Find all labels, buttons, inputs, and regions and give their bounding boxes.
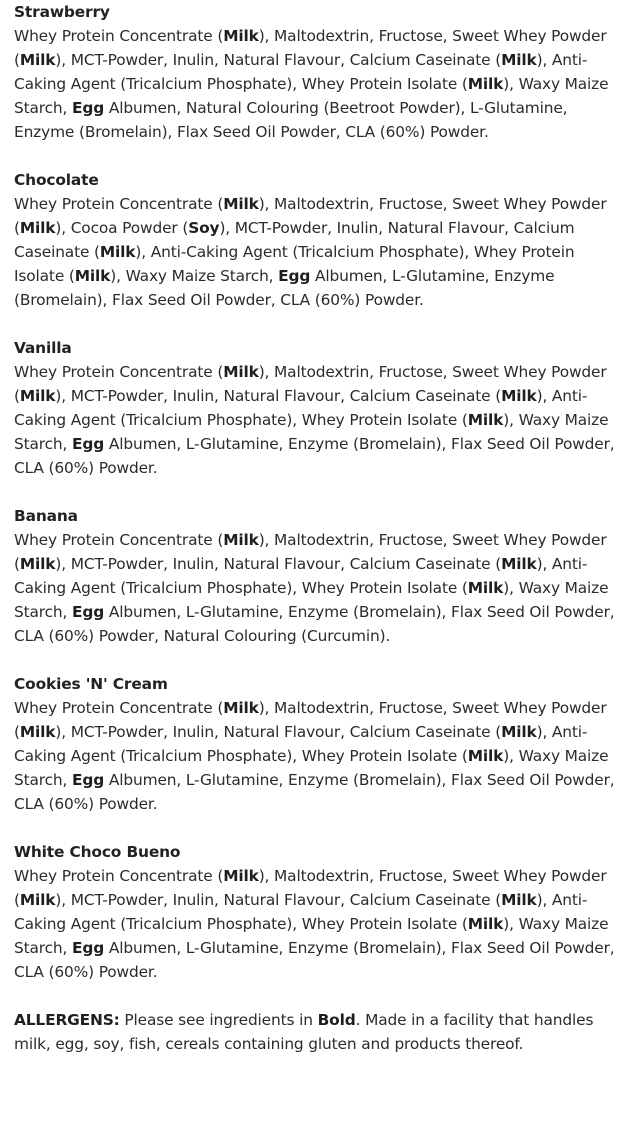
flavour-title: Chocolate <box>14 171 99 189</box>
flavour-title: Banana <box>14 507 78 525</box>
ingredient-list <box>14 24 618 144</box>
ingredient-text: ), MCT-Powder, Inulin, Natural Flavour, Calcium Caseinate ( <box>55 555 502 573</box>
allergen-highlight: Egg <box>72 435 105 453</box>
allergen-highlight: Milk <box>19 891 56 909</box>
ingredient-list <box>14 192 618 312</box>
ingredient-text: ), Anti-Caking Agent (Tricalcium Phosphate), Whey Protein Isolate ( <box>14 387 588 429</box>
ingredient-text: ), Anti-Caking Agent (Tricalcium Phosphate), Whey Protein Isolate ( <box>14 891 588 933</box>
flavour-section <box>14 840 618 984</box>
flavour-title: Strawberry <box>14 3 110 21</box>
ingredient-text: Albumen, Natural Colouring (Beetroot Powder), L-Glutamine, Enzyme (Bromelain), Flax Seed Oil Powder, CLA (60%) Powder. <box>14 99 568 141</box>
ingredient-list <box>14 528 618 648</box>
allergen-highlight: Milk <box>223 699 259 717</box>
allergen-highlight: Milk <box>19 219 56 237</box>
allergen-highlight: Milk <box>19 723 56 741</box>
flavour-section <box>14 672 618 816</box>
allergens-text-after: . Made in a facility that handles milk, egg, soy, fish, cereals containing gluten and products thereof. <box>14 1011 594 1053</box>
flavour-title: White Choco Bueno <box>14 843 181 861</box>
ingredient-list <box>14 360 618 480</box>
ingredients-document <box>14 0 618 1056</box>
ingredient-text: ), Anti-Caking Agent (Tricalcium Phosphate), Whey Protein Isolate ( <box>14 555 588 597</box>
flavour-list <box>14 0 618 984</box>
ingredient-text: ), Waxy Maize Starch, <box>14 579 609 621</box>
ingredient-text: Albumen, L-Glutamine, Enzyme (Bromelain), Flax Seed Oil Powder, CLA (60%) Powder. <box>14 435 615 477</box>
allergen-highlight: Milk <box>19 387 56 405</box>
ingredient-text: ), Maltodextrin, Fructose, Sweet Whey Powder ( <box>14 363 607 405</box>
allergen-highlight: Milk <box>467 915 504 933</box>
allergen-highlight: Milk <box>223 27 259 45</box>
ingredient-text: ), Maltodextrin, Fructose, Sweet Whey Powder ( <box>14 27 607 69</box>
ingredient-text: Albumen, L-Glutamine, Enzyme (Bromelain), Flax Seed Oil Powder, CLA (60%) Powder, Natural Colouring (Curcumin). <box>14 603 615 645</box>
ingredient-text: ), MCT-Powder, Inulin, Natural Flavour, Calcium Caseinate ( <box>55 51 502 69</box>
ingredient-text: ), Anti-Caking Agent (Tricalcium Phosphate), Whey Protein Isolate ( <box>14 723 588 765</box>
ingredient-text: ), Maltodextrin, Fructose, Sweet Whey Powder ( <box>14 699 607 741</box>
allergen-highlight: Milk <box>99 243 136 261</box>
ingredient-text: ), Maltodextrin, Fructose, Sweet Whey Powder ( <box>14 531 607 573</box>
allergen-highlight: Milk <box>467 411 504 429</box>
allergen-highlight: Milk <box>74 267 111 285</box>
allergen-highlight: Milk <box>19 555 56 573</box>
ingredient-text: Whey Protein Concentrate ( <box>14 699 224 717</box>
flavour-title: Vanilla <box>14 339 72 357</box>
ingredient-text: Albumen, L-Glutamine, Enzyme (Bromelain), Flax Seed Oil Powder, CLA (60%) Powder. <box>14 771 615 813</box>
flavour-section <box>14 0 618 144</box>
ingredient-text: ), Waxy Maize Starch, <box>14 915 609 957</box>
allergens-text-before: Please see ingredients in <box>119 1011 318 1029</box>
ingredient-text: ), Maltodextrin, Fructose, Sweet Whey Powder ( <box>14 195 607 237</box>
allergen-highlight: Milk <box>501 891 537 909</box>
ingredient-text: ), MCT-Powder, Inulin, Natural Flavour, Calcium Caseinate ( <box>14 219 575 261</box>
ingredient-text: Whey Protein Concentrate ( <box>14 27 224 45</box>
flavour-section <box>14 336 618 480</box>
ingredient-text: ), Waxy Maize Starch, <box>14 411 609 453</box>
flavour-section <box>14 168 618 312</box>
ingredient-text: ), MCT-Powder, Inulin, Natural Flavour, Calcium Caseinate ( <box>55 387 502 405</box>
ingredient-text: Whey Protein Concentrate ( <box>14 363 224 381</box>
allergen-highlight: Milk <box>467 579 504 597</box>
allergen-highlight: Milk <box>467 747 504 765</box>
allergen-highlight: Milk <box>501 51 537 69</box>
allergen-highlight: Egg <box>72 99 105 117</box>
ingredient-text: ), Anti-Caking Agent (Tricalcium Phosphate), Whey Protein Isolate ( <box>14 51 588 93</box>
ingredient-text: ), Anti-Caking Agent (Tricalcium Phosphate), Whey Protein Isolate ( <box>14 243 575 285</box>
ingredient-text: ), Maltodextrin, Fructose, Sweet Whey Powder ( <box>14 867 607 909</box>
allergens-bold-word: Bold <box>317 1011 356 1029</box>
ingredient-text: ), MCT-Powder, Inulin, Natural Flavour, Calcium Caseinate ( <box>55 891 502 909</box>
allergen-highlight: Milk <box>223 867 259 885</box>
ingredient-text: ), Cocoa Powder ( <box>55 219 189 237</box>
flavour-title: Cookies 'N' Cream <box>14 675 168 693</box>
allergen-highlight: Milk <box>223 363 259 381</box>
allergen-highlight: Soy <box>188 219 220 237</box>
ingredient-text: Whey Protein Concentrate ( <box>14 195 224 213</box>
allergens-label: ALLERGENS: <box>14 1011 120 1029</box>
allergen-highlight: Egg <box>72 603 105 621</box>
allergen-highlight: Milk <box>467 75 504 93</box>
allergen-highlight: Milk <box>223 531 259 549</box>
ingredient-list <box>14 864 618 984</box>
allergen-highlight: Egg <box>72 939 105 957</box>
ingredient-text: Albumen, L-Glutamine, Enzyme (Bromelain), Flax Seed Oil Powder, CLA (60%) Powder. <box>14 939 615 981</box>
flavour-section <box>14 504 618 648</box>
ingredient-text: Whey Protein Concentrate ( <box>14 867 224 885</box>
allergen-highlight: Egg <box>278 267 311 285</box>
ingredient-text: Albumen, L-Glutamine, Enzyme (Bromelain), Flax Seed Oil Powder, CLA (60%) Powder. <box>14 267 555 309</box>
allergens-note <box>14 1008 618 1056</box>
ingredient-text: ), Waxy Maize Starch, <box>110 267 279 285</box>
allergen-highlight: Milk <box>501 723 537 741</box>
ingredient-text: ), MCT-Powder, Inulin, Natural Flavour, Calcium Caseinate ( <box>55 723 502 741</box>
allergen-highlight: Milk <box>501 555 537 573</box>
allergen-highlight: Milk <box>501 387 537 405</box>
allergen-highlight: Egg <box>72 771 105 789</box>
ingredient-text: ), Waxy Maize Starch, <box>14 747 609 789</box>
ingredient-text: Whey Protein Concentrate ( <box>14 531 224 549</box>
ingredient-list <box>14 696 618 816</box>
allergen-highlight: Milk <box>19 51 56 69</box>
ingredient-text: ), Waxy Maize Starch, <box>14 75 609 117</box>
allergen-highlight: Milk <box>223 195 259 213</box>
